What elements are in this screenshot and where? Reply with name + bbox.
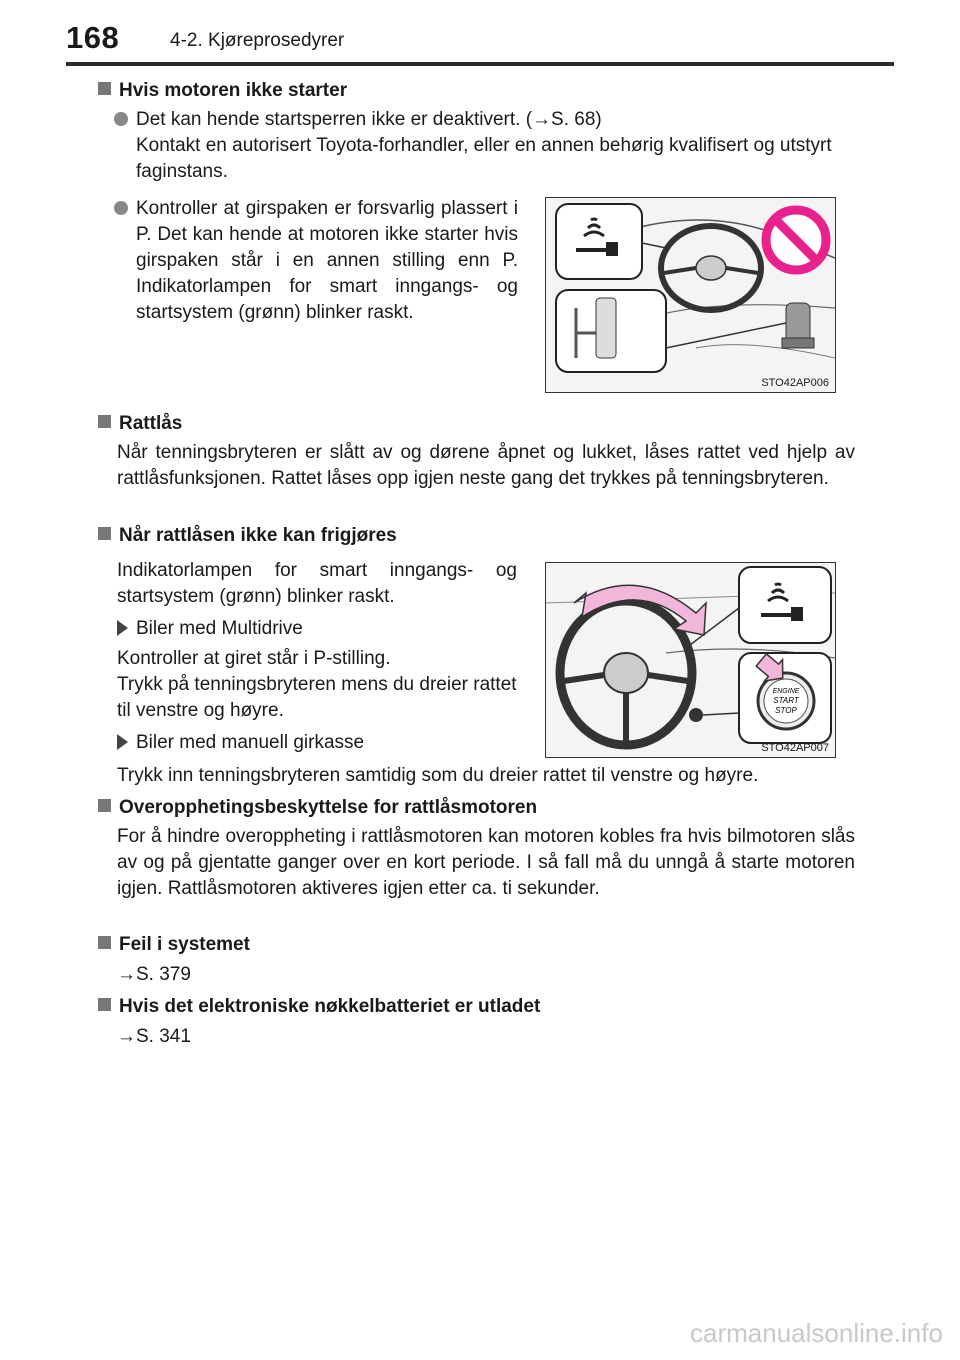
square-bullet-icon [98,82,111,95]
bullet-shift-lever [136,196,518,326]
sub-multidrive [136,616,516,642]
sub-manual [136,730,516,756]
bullet-line-2: Kontakt en autorisert Toyota-forhandler, eller en annen behørig kvalifisert og utstyrt faginstans. [136,135,832,182]
figure-code: STO42AP006 [761,377,829,389]
system-failure-ref[interactable]: →S. 379 [117,964,191,985]
square-bullet-icon [98,415,111,428]
heading-steering-lock [98,413,182,435]
illustration-dashboard-shift [546,198,835,392]
section-title: 4-2. Kjøreprosedyrer [170,30,345,51]
heading-text: Overopphetingsbeskyttelse for rattlåsmotoren [119,797,538,818]
heading-key-battery [98,996,540,1018]
heading-text: Rattlås [119,413,183,434]
triangle-bullet-icon [117,620,128,636]
button-label-stop: STOP [775,706,797,715]
heading-lock-not-released [98,525,397,547]
header-divider [66,62,894,66]
steering-lock-body: Når tenningsbryteren er slått av og dørene åpnet og lukket, låses rattet ved hjelp av rattlåsfunksjonen. Rattet låses opp igjen neste gang det trykkes på tenningsbryteren. [117,442,855,489]
bullet-immobilizer [136,107,858,185]
heading-text: Hvis det elektroniske nøkkelbatteriet er utladet [119,996,541,1017]
square-bullet-icon [98,799,111,812]
heading-motor-not-starting [98,80,347,102]
multidrive-line-1: Kontroller at giret står i P-stilling. [117,648,391,669]
round-bullet-icon [114,112,128,126]
bullet-text: Kontroller at girspaken er forsvarlig plassert i P. Det kan hende at motoren ikke starter hvis girspaken står i en annen stilling enn P. Indikatorlampen for smart inngangs- og startsystem (grønn) blinker raskt. [136,198,518,323]
heading-overheat-protection [98,797,537,819]
heading-text: Hvis motoren ikke starter [119,80,348,101]
key-battery-ref[interactable]: →S. 341 [117,1026,191,1047]
indicator-inset [556,204,642,279]
illustration-steering-unlock [546,563,835,757]
round-bullet-icon [114,201,128,215]
lock-intro: Indikatorlampen for smart inngangs- og startsystem (grønn) blinker raskt. [117,560,517,607]
bullet-line-1: Det kan hende startsperren ikke er deaktivert. (→S. 68) [136,109,602,130]
prohibited-icon [766,210,826,270]
figure-code: STO42AP007 [761,742,829,754]
triangle-bullet-icon [117,734,128,750]
heading-system-failure [98,934,250,956]
figure-steering-unlock [545,562,836,758]
watermark: carmanualsonline.info [690,1318,943,1348]
figure-shift-lever [545,197,836,393]
multidrive-line-2: Trykk på tenningsbryteren mens du dreier rattet til venstre og høyre. [117,674,517,721]
overheat-body: For å hindre overoppheting i rattlåsmotoren kan motoren kobles fra hvis bilmotoren slås av og på gjentatte ganger over en kort periode. I så fall må du unngå å starte motoren igjen. Rattlåsmotoren aktiveres igjen etter ca. ti sekunder. [117,826,855,899]
button-label-engine: ENGINE [772,688,800,695]
multidrive-body [117,646,522,724]
square-bullet-icon [98,527,111,540]
sub-heading-text: Biler med Multidrive [136,618,303,639]
page-number: 168 [66,20,120,55]
button-label-start: START [773,696,799,705]
square-bullet-icon [98,936,111,949]
heading-text: Når rattlåsen ikke kan frigjøres [119,525,397,546]
heading-text: Feil i systemet [119,934,250,955]
sub-heading-text: Biler med manuell girkasse [136,732,365,753]
indicator-inset [739,567,831,643]
gear-lever-icon [786,303,810,343]
manual-body: Trykk inn tenningsbryteren samtidig som du dreier rattet til venstre og høyre. [117,765,759,786]
square-bullet-icon [98,998,111,1011]
